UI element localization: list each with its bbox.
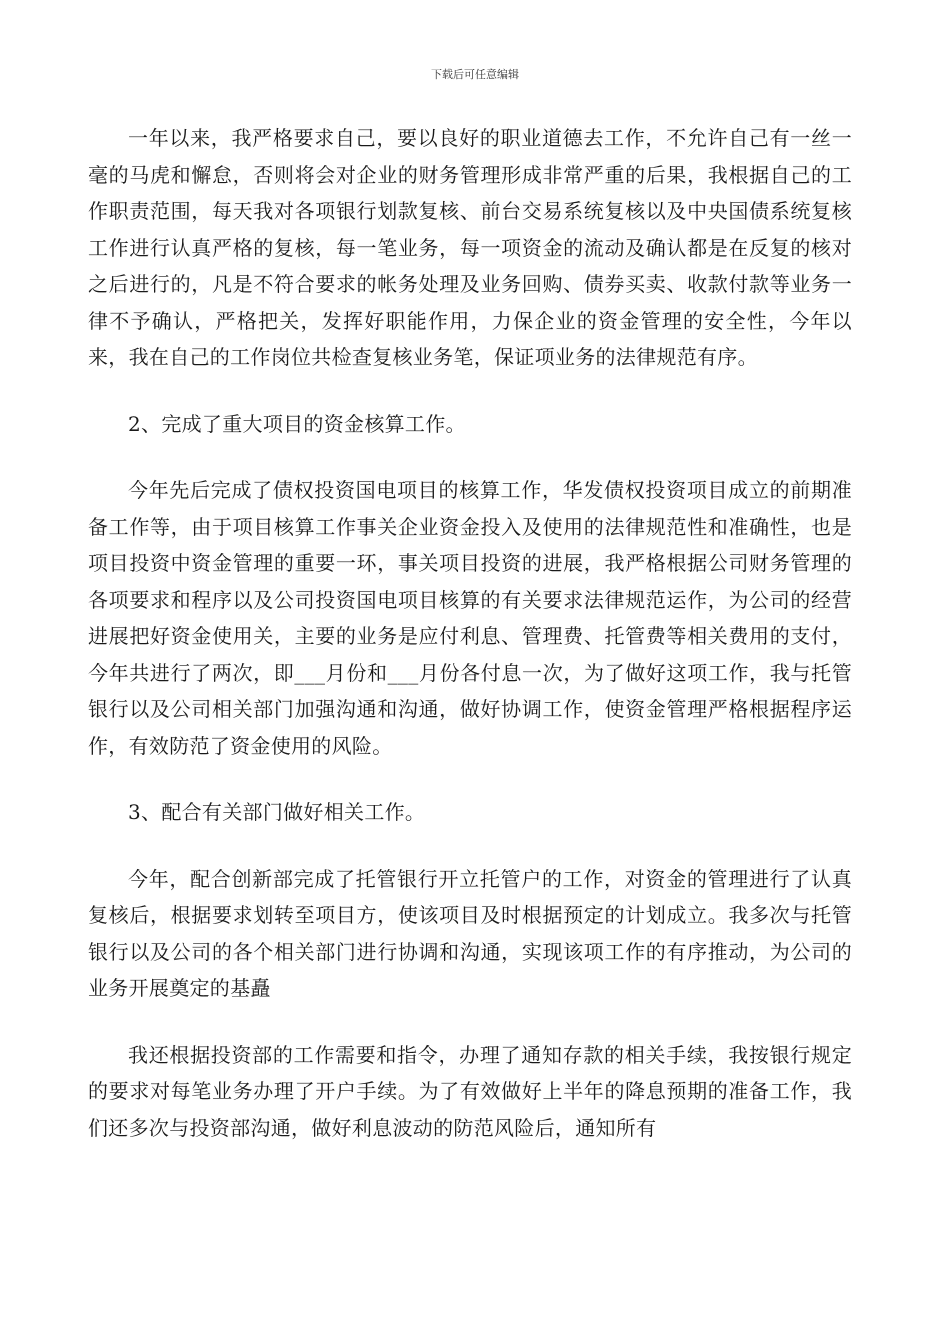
paragraph-spacer bbox=[88, 831, 852, 861]
paragraph-cooperation: 今年，配合创新部完成了托管银行开立托管户的工作，对资金的管理进行了认真复核后，根据要求划转至项目方，使该项目及时根据预定的计划成立。我多次与托管银行以及公司的各个相关部门进行协调和沟通，实现该项工作的有序推动，为公司的业务开展奠定的基矗 bbox=[88, 866, 852, 1000]
paragraph-spacer bbox=[88, 1007, 852, 1037]
paragraph-project-accounting: 今年先后完成了债权投资国电项目的核算工作，华发债权投资项目成立的前期准备工作等，由于项目核算工作事关企业资金投入及使用的法律规范性和准确性，也是项目投资中资金管理的重要一环，事关项目投资的进展，我严格根据公司财务管理的各项要求和程序以及公司投资国电项目核算的有关要求法律规范运作，为公司的经营进展把好资金使用关，主要的业务是应付利息、管理费、托管费等相关费用的支付，今年共进行了两次，即___月份和___月份各付息一次，为了做好这项工作，我与托管银行以及公司相关部门加强沟通和沟通，做好协调工作，使资金管理严格根据程序运作，有效防范了资金使用的风险。 bbox=[88, 478, 852, 758]
document-body bbox=[88, 120, 852, 1146]
paragraph-spacer bbox=[88, 764, 852, 794]
section-heading-2: 2、完成了重大项目的资金核算工作。 bbox=[128, 411, 466, 436]
paragraph-spacer bbox=[88, 442, 852, 472]
paragraph-self-discipline: 一年以来，我严格要求自己，要以良好的职业道德去工作，不允许自己有一丝一毫的马虎和懈怠，否则将会对企业的财务管理形成非常严重的后果，我根据自己的工作职责范围，每天我对各项银行划款复核、前台交易系统复核以及中央国债系统复核工作进行认真严格的复核，每一笔业务，每一项资金的流动及确认都是在反复的核对之后进行的，凡是不符合要求的帐务处理及业务回购、债券买卖、收款付款等业务一律不予确认，严格把关，发挥好职能作用，力保企业的资金管理的安全性，今年以来，我在自己的工作岗位共检查复核业务笔，保证项业务的法律规范有序。 bbox=[88, 126, 852, 369]
paragraph-notice-deposit: 我还根据投资部的工作需要和指令，办理了通知存款的相关手续，我按银行规定的要求对每笔业务办理了开户手续。为了有效做好上半年的降息预期的准备工作，我们还多次与投资部沟通，做好利息波动的防范风险后，通知所有 bbox=[88, 1042, 852, 1140]
paragraph-spacer bbox=[88, 376, 852, 406]
page-header-note: 下载后可任意编辑 bbox=[431, 68, 519, 81]
section-heading-3: 3、配合有关部门做好相关工作。 bbox=[128, 800, 426, 824]
